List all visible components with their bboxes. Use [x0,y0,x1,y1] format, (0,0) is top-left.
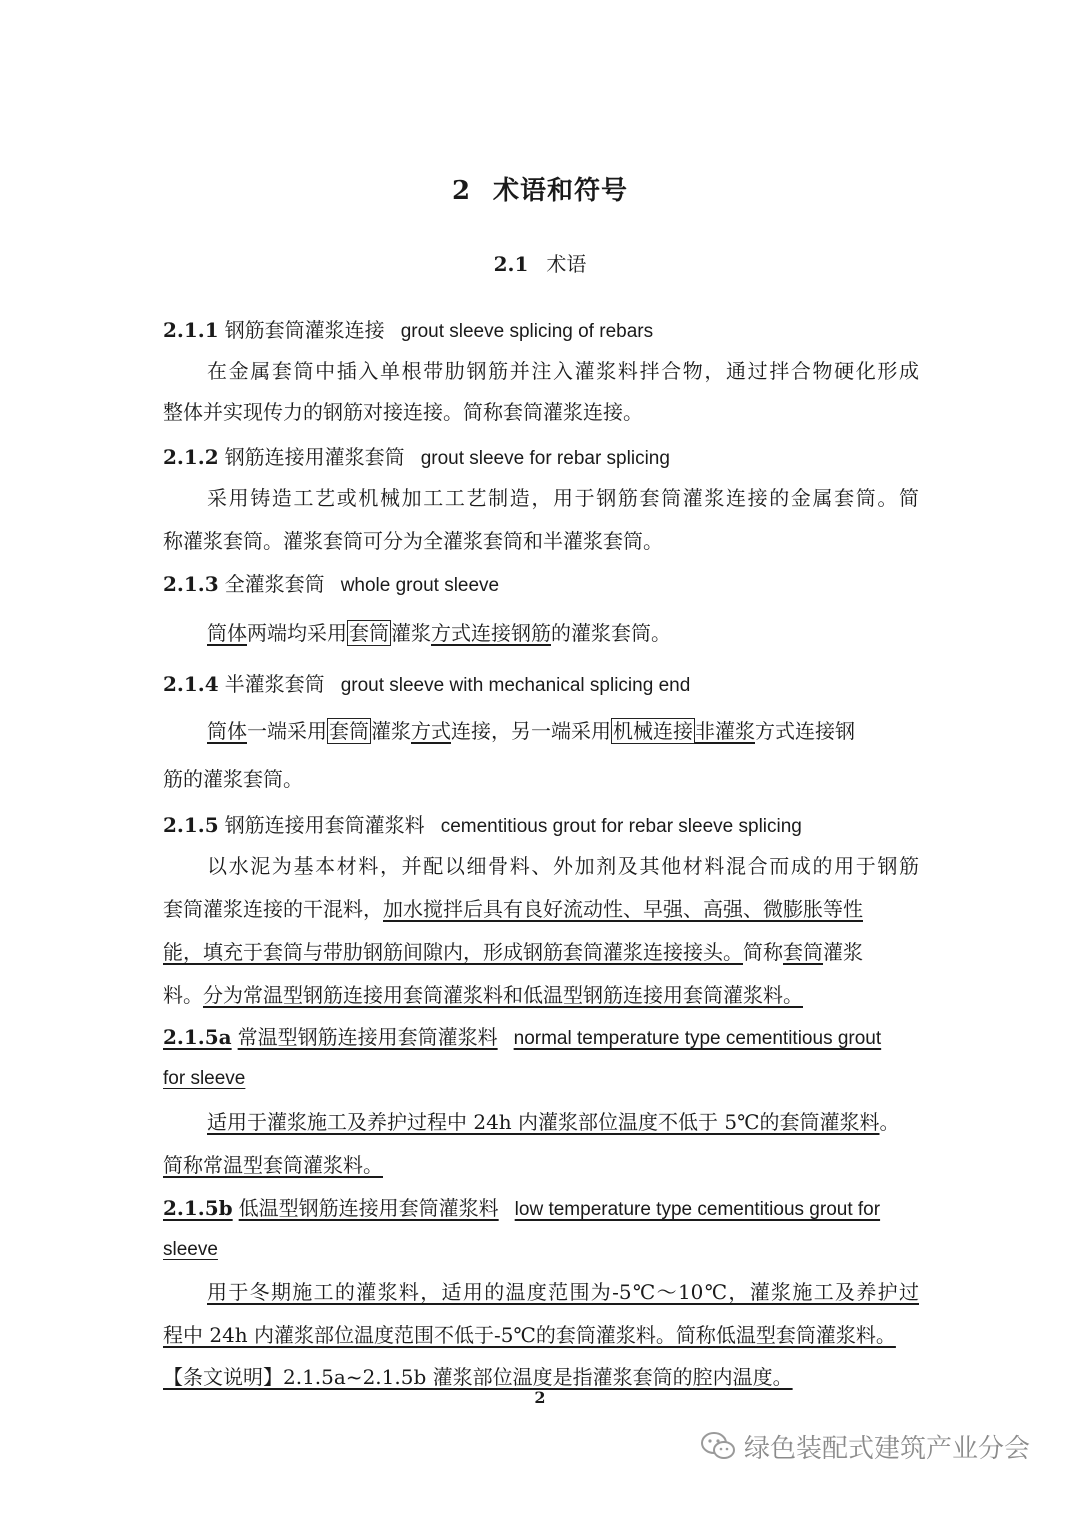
term-heading-2-1-5: 2.1.5 钢筋连接用套筒灌浆料 cementitious grout for rebar sleeve splicing [163,813,802,837]
term-definition: 料。分为常温型钢筋连接用套筒灌浆料和低温型钢筋连接用套筒灌浆料。 [163,983,803,1007]
term-definition: 整体并实现传力的钢筋对接连接。简称套筒灌浆连接。 [163,400,643,424]
chapter-title-text: 术语和符号 [493,176,629,206]
term-definition: 简称常温型套筒灌浆料。 [163,1153,383,1177]
chapter-title [0,170,1080,207]
term-definition: 适用于灌浆施工及养护过程中 24h 内灌浆部位温度不低于 5℃的套筒灌浆料。 [207,1110,900,1134]
section-number: 2.1 [493,252,529,276]
term-definition: 筒体两端均采用 套筒 灌浆方式连接钢筋的灌浆套筒。 [207,621,671,645]
term-heading-continuation: for sleeve [163,1068,246,1089]
term-definition: 在金属套筒中插入单根带肋钢筋并注入灌浆料拌合物，通过拌合物硬化形成 [207,359,919,383]
term-definition: 筒体一端采用 套筒 灌浆方式连接，另一端采用 机械连接 非灌浆方式连接钢 [207,719,855,743]
term-definition: 筋的灌浆套筒。 [163,767,303,791]
chapter-number: 2 [451,176,472,206]
term-definition: 能，填充于套筒与带肋钢筋间隙内，形成钢筋套筒灌浆连接接头。简称套筒灌浆 [163,940,863,964]
watermark [700,1426,1060,1466]
term-heading-2-1-5a: 2.1.5a 常温型钢筋连接用套筒灌浆料 normal temperature type cementitious grout [163,1025,882,1049]
term-heading-continuation: sleeve [163,1239,218,1260]
term-heading-2-1-5b: 2.1.5b 低温型钢筋连接用套筒灌浆料 low temperature type cementitious grout for [163,1196,881,1220]
term-heading-2-1-4: 2.1.4 半灌浆套筒 grout sleeve with mechanical splicing end [163,672,691,696]
section-title [0,248,1080,277]
clause-note: 【条文说明】2.1.5a~2.1.5b 灌浆部位温度是指灌浆套筒的腔内温度。 [163,1365,793,1389]
page-number: 2 [534,1388,546,1407]
term-definition: 以水泥为基本材料，并配以细骨料、外加剂及其他材料混合而成的用于钢筋 [207,854,919,878]
term-definition: 采用铸造工艺或机械加工工艺制造，用于钢筋套筒灌浆连接的金属套筒。简 [207,486,919,510]
wechat-icon [700,1431,736,1461]
term-definition: 称灌浆套筒。灌浆套筒可分为全灌浆套筒和半灌浆套筒。 [163,529,663,553]
term-heading-2-1-1: 2.1.1 钢筋套筒灌浆连接 grout sleeve splicing of rebars [163,318,654,342]
term-heading-2-1-2: 2.1.2 钢筋连接用灌浆套筒 grout sleeve for rebar splicing [163,445,670,469]
term-definition: 套筒灌浆连接的干混料，加水搅拌后具有良好流动性、早强、高强、微膨胀等性 [163,897,863,921]
watermark-text: 绿色装配式建筑产业分会 [744,1433,1031,1464]
term-heading-2-1-3: 2.1.3 全灌浆套筒 whole grout sleeve [163,572,500,596]
term-definition: 用于冬期施工的灌浆料，适用的温度范围为-5℃～10℃，灌浆施工及养护过 [207,1280,919,1304]
term-definition: 程中 24h 内灌浆部位温度范围不低于-5℃的套筒灌浆料。简称低温型套筒灌浆料。 [163,1323,896,1347]
section-title-text: 术语 [546,252,587,276]
